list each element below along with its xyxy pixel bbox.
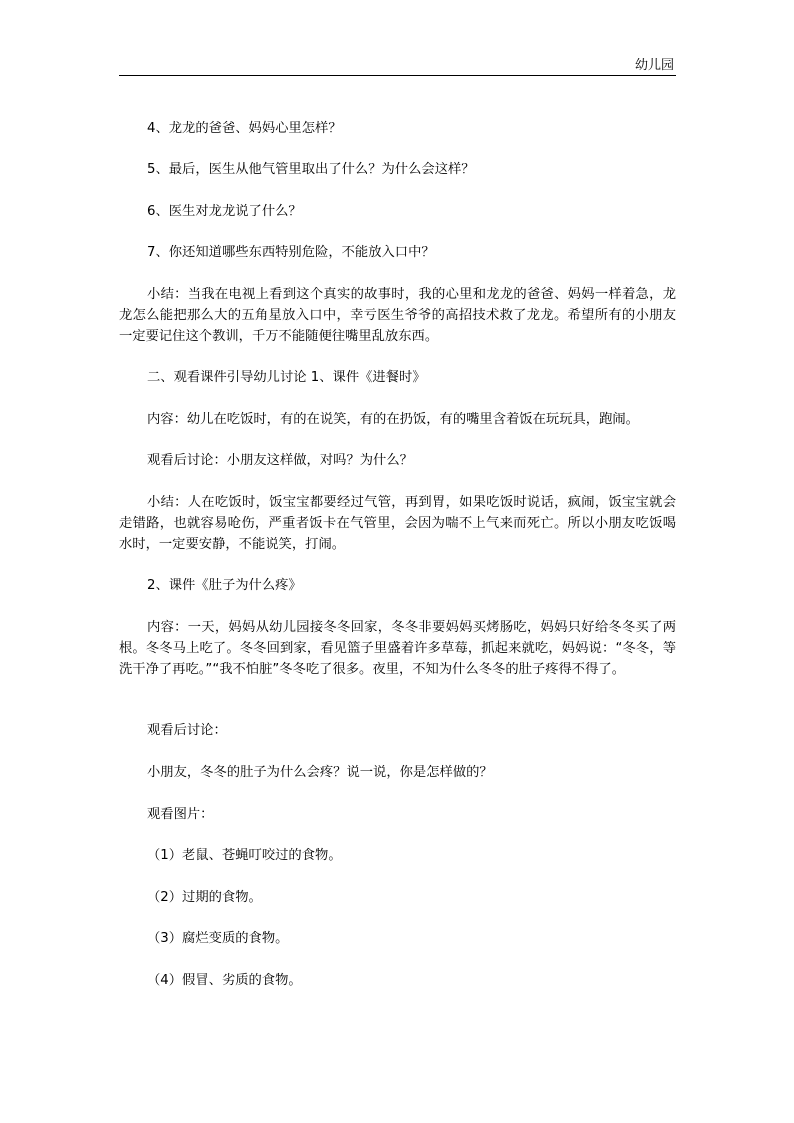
paragraph-question-7: 7、你还知道哪些东西特别危险，不能放入口中？ xyxy=(147,245,435,260)
paragraph-summary-2: 小结：人在吃饭时，饭宝宝都要经过气管，再到胃，如果吃饭时说话，疯闹，饭宝宝就会走错路，也就容易呛伤，严重者饭卡在气管里，会因为喘不上气来而死亡。所以小朋友吃饭喝水时，一定要安静，不能说笑，打闹。 xyxy=(119,495,676,552)
paragraph-question-why: 小朋友，冬冬的肚子为什么会疼？说一说，你是怎样做的？ xyxy=(147,765,493,780)
list-item-1: （1）老鼠、苍蝇叮咬过的食物。 xyxy=(147,848,342,863)
paragraph-courseware-2: 2、课件《肚子为什么疼》 xyxy=(147,578,302,593)
paragraph-content-2: 内容：一天，妈妈从幼儿园接冬冬回家，冬冬非要妈妈买烤肠吃，妈妈只好给冬冬买了两根。冬冬马上吃了。冬冬回到家，看见篮子里盛着许多草莓，抓起来就吃，妈妈说：“冬冬，等洗干净了再吃。”“我不怕脏”冬冬吃了很多。夜里，不知为什么冬冬的肚子疼得不得了。 xyxy=(119,620,676,677)
list-item-3: （3）腐烂变质的食物。 xyxy=(147,931,289,946)
paragraph-summary-1: 小结：当我在电视上看到这个真实的故事时，我的心里和龙龙的爸爸、妈妈一样着急，龙龙怎么能把那么大的五角星放入口中，幸亏医生爷爷的高招技术救了龙龙。希望所有的小朋友一定要记住这个教训，千万不能随便往嘴里乱放东西。 xyxy=(119,287,676,344)
list-item-2: （2）过期的食物。 xyxy=(147,890,262,905)
paragraph-discussion-1: 观看后讨论：小朋友这样做，对吗？为什么？ xyxy=(147,453,413,468)
header-divider xyxy=(119,75,676,76)
paragraph-section-2-heading: 二、观看课件引导幼儿讨论 1、课件《进餐时》 xyxy=(147,370,426,385)
header-label: 幼儿园 xyxy=(634,58,674,73)
paragraph-question-5: 5、最后，医生从他气管里取出了什么？为什么会这样？ xyxy=(147,162,475,177)
paragraph-view-pictures: 观看图片： xyxy=(147,807,214,822)
list-item-4: （4）假冒、劣质的食物。 xyxy=(147,973,302,988)
paragraph-discussion-2: 观看后讨论： xyxy=(147,723,227,738)
paragraph-content-1: 内容：幼儿在吃饭时，有的在说笑，有的在扔饭，有的嘴里含着饭在玩玩具，跑闹。 xyxy=(147,412,639,427)
paragraph-question-4: 4、龙龙的爸爸、妈妈心里怎样？ xyxy=(147,121,342,136)
paragraph-question-6: 6、医生对龙龙说了什么？ xyxy=(147,204,302,219)
